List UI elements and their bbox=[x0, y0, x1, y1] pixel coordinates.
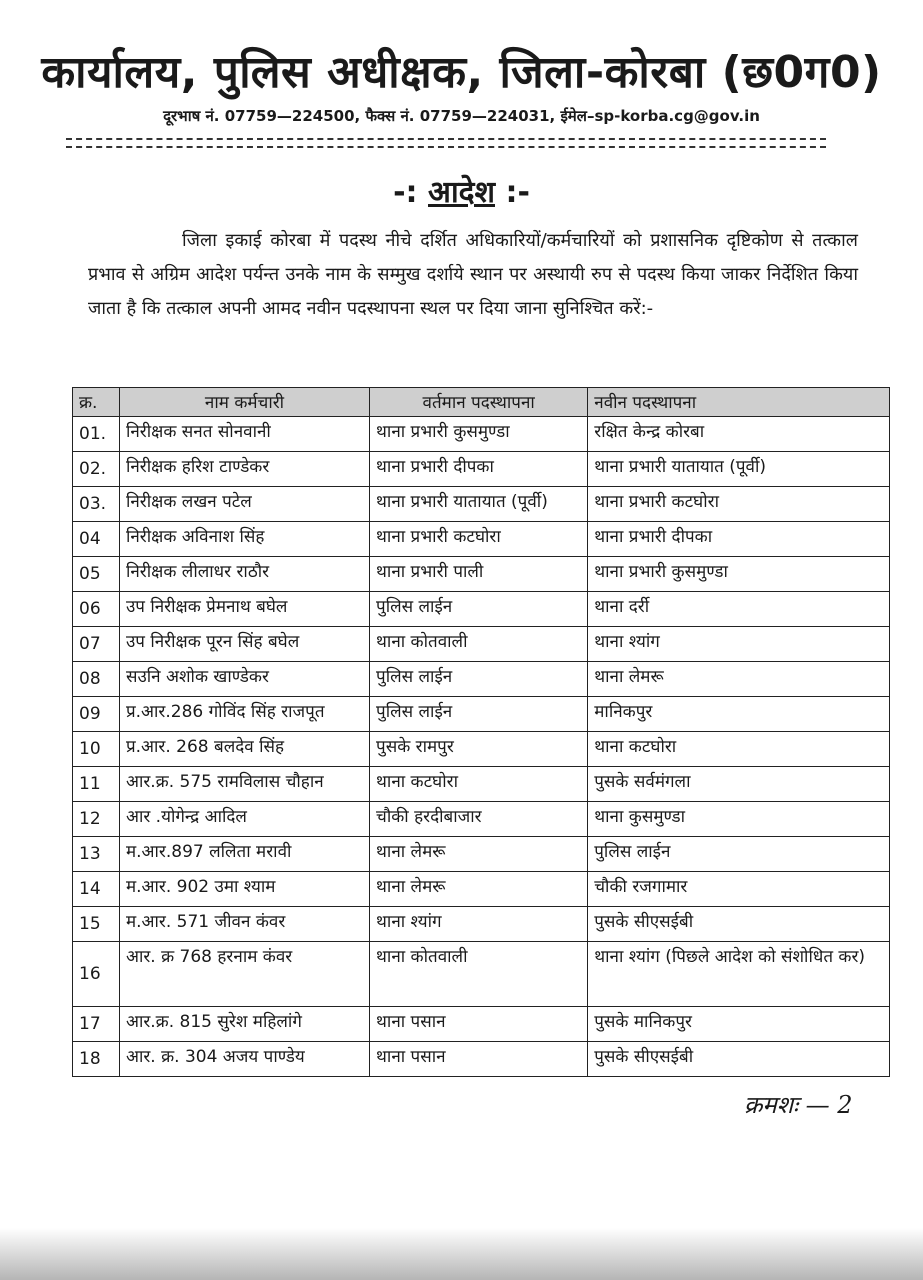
table-row bbox=[73, 942, 890, 1007]
table-row bbox=[73, 732, 890, 767]
order-heading bbox=[0, 170, 923, 211]
cell-serial: 15 bbox=[73, 907, 120, 942]
scan-shadow bbox=[0, 1228, 923, 1280]
order-body-paragraph bbox=[88, 224, 858, 326]
cell-current-posting: थाना कोतवाली bbox=[370, 942, 588, 1007]
cell-serial: 18 bbox=[73, 1042, 120, 1077]
cell-current-posting: थाना प्रभारी पाली bbox=[370, 557, 588, 592]
transfer-table bbox=[72, 387, 890, 1077]
header-divider bbox=[66, 138, 826, 148]
cell-new-posting: पुसके सर्वमंगला bbox=[588, 767, 890, 802]
page-continuation-mark: क्रमशः — 2 bbox=[744, 1091, 853, 1119]
col-header-current-posting: वर्तमान पदस्थापना bbox=[370, 388, 588, 417]
cell-serial: 13 bbox=[73, 837, 120, 872]
cell-serial: 08 bbox=[73, 662, 120, 697]
cell-new-posting: थाना प्रभारी दीपका bbox=[588, 522, 890, 557]
cell-name: निरीक्षक सनत सोनवानी bbox=[119, 417, 369, 452]
table-row bbox=[73, 417, 890, 452]
cell-serial: 11 bbox=[73, 767, 120, 802]
cell-serial: 04 bbox=[73, 522, 120, 557]
cell-new-posting: रक्षित केन्द्र कोरबा bbox=[588, 417, 890, 452]
col-header-name: नाम कर्मचारी bbox=[119, 388, 369, 417]
table-row bbox=[73, 1042, 890, 1077]
cell-name: निरीक्षक हरिश टाण्डेकर bbox=[119, 452, 369, 487]
cell-serial: 17 bbox=[73, 1007, 120, 1042]
cell-current-posting: थाना प्रभारी कटघोरा bbox=[370, 522, 588, 557]
cell-serial: 10 bbox=[73, 732, 120, 767]
table-row bbox=[73, 837, 890, 872]
cell-current-posting: थाना पसान bbox=[370, 1042, 588, 1077]
cell-new-posting: थाना श्यांग bbox=[588, 627, 890, 662]
table-row bbox=[73, 557, 890, 592]
cell-current-posting: पुलिस लाईन bbox=[370, 592, 588, 627]
cell-name: म.आर. 571 जीवन कंवर bbox=[119, 907, 369, 942]
table-row bbox=[73, 452, 890, 487]
office-title: कार्यालय, पुलिस अधीक्षक, जिला-कोरबा (छ0ग0) bbox=[41, 47, 882, 98]
table-row bbox=[73, 522, 890, 557]
cell-name: आर.क्र. 575 रामविलास चौहान bbox=[119, 767, 369, 802]
cell-serial: 14 bbox=[73, 872, 120, 907]
order-body-text: जिला इकाई कोरबा में पदस्थ नीचे दर्शित अधिकारियों/कर्मचारियों को प्रशासनिक दृष्टिकोण से तत्काल प्रभाव से अग्रिम आदेश पर्यन्त उनके नाम के सम्मुख दर्शाये स्थान पर अस्थायी रुप से पदस्थ किया जाकर निर्देशित किया जाता है कि तत्काल अपनी आमद नवीन पदस्थापना स्थल पर दिया जाना सुनिश्चित करें:- bbox=[88, 230, 858, 319]
cell-new-posting: मानिकपुर bbox=[588, 697, 890, 732]
order-heading-prefix: -: bbox=[393, 175, 418, 210]
cell-serial: 03. bbox=[73, 487, 120, 522]
cell-name: निरीक्षक लीलाधर राठौर bbox=[119, 557, 369, 592]
table-row bbox=[73, 1007, 890, 1042]
cell-name: उप निरीक्षक प्रेमनाथ बघेल bbox=[119, 592, 369, 627]
cell-new-posting: थाना श्यांग (पिछले आदेश को संशोधित कर) bbox=[588, 942, 890, 1007]
table-row bbox=[73, 697, 890, 732]
cell-serial: 12 bbox=[73, 802, 120, 837]
table-row bbox=[73, 872, 890, 907]
cell-serial: 06 bbox=[73, 592, 120, 627]
cell-current-posting: थाना लेमरू bbox=[370, 872, 588, 907]
cell-name: निरीक्षक अविनाश सिंह bbox=[119, 522, 369, 557]
cell-new-posting: थाना प्रभारी कुसमुण्डा bbox=[588, 557, 890, 592]
cell-serial: 09 bbox=[73, 697, 120, 732]
cell-new-posting: पुसके मानिकपुर bbox=[588, 1007, 890, 1042]
cell-new-posting: पुसके सीएसईबी bbox=[588, 1042, 890, 1077]
cell-name: आर. क्र 768 हरनाम कंवर bbox=[119, 942, 369, 1007]
cell-new-posting: पुसके सीएसईबी bbox=[588, 907, 890, 942]
cell-new-posting: थाना प्रभारी कटघोरा bbox=[588, 487, 890, 522]
table-row bbox=[73, 627, 890, 662]
cell-current-posting: थाना कटघोरा bbox=[370, 767, 588, 802]
cell-new-posting: थाना कटघोरा bbox=[588, 732, 890, 767]
cell-name: आर. क्र. 304 अजय पाण्डेय bbox=[119, 1042, 369, 1077]
cell-serial: 05 bbox=[73, 557, 120, 592]
cell-new-posting: थाना लेमरू bbox=[588, 662, 890, 697]
cell-serial: 16 bbox=[73, 942, 120, 1007]
col-header-serial: क्र. bbox=[73, 388, 120, 417]
cell-name: सउनि अशोक खाण्डेकर bbox=[119, 662, 369, 697]
cell-current-posting: थाना प्रभारी यातायात (पूर्वी) bbox=[370, 487, 588, 522]
cell-current-posting: थाना लेमरू bbox=[370, 837, 588, 872]
cell-current-posting: थाना पसान bbox=[370, 1007, 588, 1042]
cell-name: आर .योगेन्द्र आदिल bbox=[119, 802, 369, 837]
cell-serial: 02. bbox=[73, 452, 120, 487]
table-row bbox=[73, 802, 890, 837]
table-row bbox=[73, 487, 890, 522]
cell-current-posting: थाना कोतवाली bbox=[370, 627, 588, 662]
order-heading-suffix: :- bbox=[505, 175, 530, 210]
table-header-row bbox=[73, 388, 890, 417]
cell-new-posting: थाना प्रभारी यातायात (पूर्वी) bbox=[588, 452, 890, 487]
cell-name: म.आर.897 ललिता मरावी bbox=[119, 837, 369, 872]
cell-name: म.आर. 902 उमा श्याम bbox=[119, 872, 369, 907]
col-header-new-posting: नवीन पदस्थापना bbox=[588, 388, 890, 417]
cell-new-posting: थाना दर्री bbox=[588, 592, 890, 627]
cell-current-posting: थाना श्यांग bbox=[370, 907, 588, 942]
table-body bbox=[73, 417, 890, 1077]
cell-name: निरीक्षक लखन पटेल bbox=[119, 487, 369, 522]
cell-new-posting: चौकी रजगामार bbox=[588, 872, 890, 907]
cell-name: प्र.आर.286 गोविंद सिंह राजपूत bbox=[119, 697, 369, 732]
cell-current-posting: चौकी हरदीबाजार bbox=[370, 802, 588, 837]
contact-line: दूरभाष नं. 07759—224500, फैक्स नं. 07759—224031, ईमेल–sp-korba.cg@gov.in bbox=[163, 107, 760, 125]
cell-serial: 01. bbox=[73, 417, 120, 452]
table-row bbox=[73, 592, 890, 627]
cell-new-posting: पुलिस लाईन bbox=[588, 837, 890, 872]
cell-serial: 07 bbox=[73, 627, 120, 662]
cell-current-posting: पुलिस लाईन bbox=[370, 662, 588, 697]
table-row bbox=[73, 662, 890, 697]
order-heading-word: आदेश bbox=[428, 175, 495, 210]
cell-name: उप निरीक्षक पूरन सिंह बघेल bbox=[119, 627, 369, 662]
cell-current-posting: पुलिस लाईन bbox=[370, 697, 588, 732]
cell-current-posting: पुसके रामपुर bbox=[370, 732, 588, 767]
cell-current-posting: थाना प्रभारी कुसमुण्डा bbox=[370, 417, 588, 452]
cell-name: आर.क्र. 815 सुरेश महिलांगे bbox=[119, 1007, 369, 1042]
cell-current-posting: थाना प्रभारी दीपका bbox=[370, 452, 588, 487]
table-row bbox=[73, 907, 890, 942]
table-row bbox=[73, 767, 890, 802]
cell-new-posting: थाना कुसमुण्डा bbox=[588, 802, 890, 837]
cell-name: प्र.आर. 268 बलदेव सिंह bbox=[119, 732, 369, 767]
